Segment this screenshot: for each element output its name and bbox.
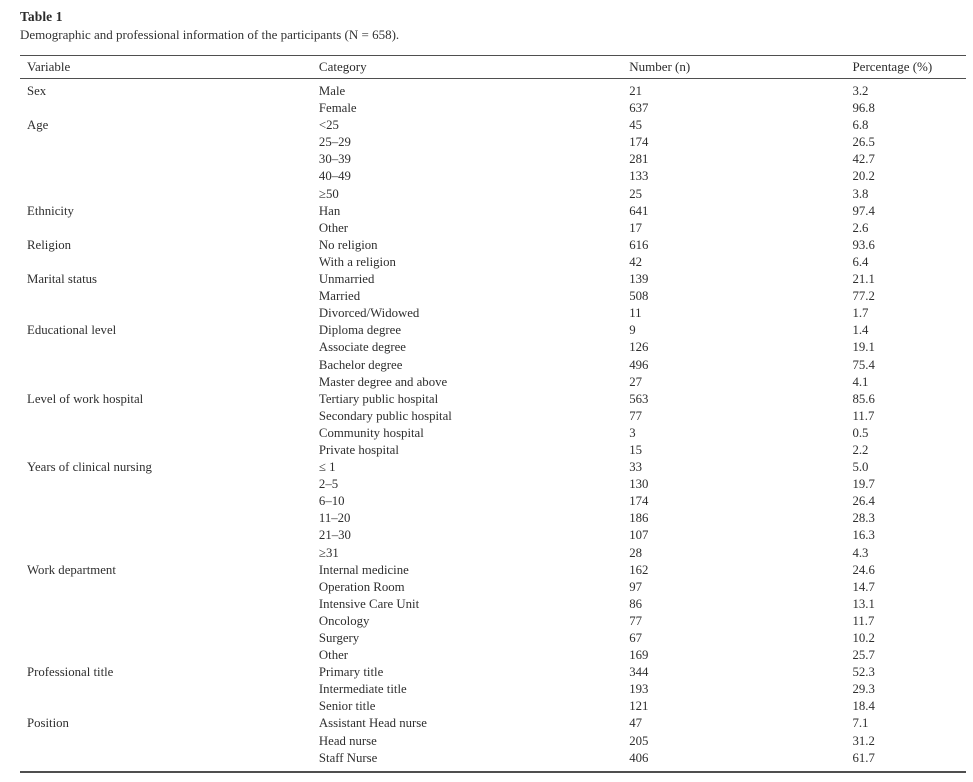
category-cell: 25–29	[318, 135, 351, 150]
number-cell: 205	[629, 733, 649, 748]
variable-cell	[20, 339, 319, 356]
number-cell: 186	[629, 511, 649, 526]
variable-cell	[20, 186, 319, 203]
variable-cell: Sex	[27, 84, 47, 98]
percentage-cell: 14.7	[852, 579, 875, 594]
percentage-cell: 0.5	[852, 425, 869, 440]
number-cell: 3	[629, 425, 636, 440]
category-cell: Married	[318, 289, 361, 304]
category-cell: Private hospital	[318, 442, 399, 457]
percentage-cell: 4.3	[852, 545, 869, 560]
percentage-cell: 97.4	[852, 203, 875, 218]
table-row	[20, 459, 966, 476]
variable-cell: Position	[27, 716, 69, 731]
category-cell: Primary title	[318, 665, 384, 680]
table-row	[20, 681, 966, 698]
number-cell: 25	[629, 186, 642, 201]
variable-cell	[20, 357, 319, 374]
table-row	[20, 510, 966, 527]
category-cell: Bachelor degree	[318, 357, 403, 372]
variable-cell	[20, 220, 319, 237]
variable-cell	[20, 733, 319, 750]
percentage-cell: 20.2	[852, 169, 875, 184]
category-cell: 11–20	[318, 511, 351, 526]
number-cell: 21	[629, 84, 642, 98]
table-caption: Demographic and professional information of the participants (N = 658).	[20, 27, 400, 42]
percentage-cell: 2.6	[852, 220, 869, 235]
table-row	[20, 305, 966, 322]
number-cell: 637	[629, 101, 649, 116]
table-row	[20, 545, 966, 562]
variable-cell	[20, 288, 319, 305]
category-cell: Diploma degree	[318, 323, 402, 338]
percentage-cell: 26.5	[852, 135, 875, 150]
percentage-cell: 1.7	[852, 306, 869, 321]
col-header-category: Category	[319, 56, 629, 79]
percentage-cell: 11.7	[852, 613, 875, 628]
percentage-cell: 85.6	[852, 391, 875, 406]
percentage-cell: 3.2	[852, 84, 869, 98]
variable-cell: Ethnicity	[27, 203, 74, 218]
percentage-cell: 75.4	[852, 357, 875, 372]
category-cell: 6–10	[318, 494, 345, 509]
category-cell: Other	[318, 220, 349, 235]
category-cell: Unmarried	[318, 272, 375, 287]
variable-cell	[20, 305, 319, 322]
table-row	[20, 254, 966, 271]
variable-cell	[20, 408, 319, 425]
number-cell: 344	[629, 665, 649, 680]
percentage-cell: 19.1	[852, 340, 875, 355]
table-row	[20, 579, 966, 596]
percentage-cell: 10.2	[852, 631, 875, 645]
category-cell: Other	[318, 648, 349, 663]
table-row	[20, 613, 966, 630]
number-cell: 77	[629, 408, 642, 423]
table-row	[20, 647, 966, 664]
number-cell: 496	[629, 357, 649, 372]
percentage-cell: 2.2	[852, 442, 869, 457]
category-cell: Female	[318, 101, 357, 116]
category-cell: Master degree and above	[318, 374, 448, 389]
number-cell: 130	[629, 477, 649, 492]
variable-cell	[20, 254, 319, 271]
percentage-cell: 52.3	[852, 665, 875, 680]
percentage-cell: 24.6	[852, 562, 875, 577]
variable-cell	[20, 510, 319, 527]
col-header-number: Number (n)	[629, 56, 852, 79]
number-cell: 67	[629, 631, 642, 645]
category-cell: Surgery	[318, 631, 360, 645]
table-row	[20, 442, 966, 459]
category-cell: Secondary public hospital	[318, 408, 452, 423]
number-cell: 193	[629, 682, 649, 697]
table-body	[20, 79, 966, 772]
category-cell: 21–30	[318, 528, 351, 543]
table-row	[20, 168, 966, 185]
table-row	[20, 493, 966, 510]
category-cell: ≥31	[318, 545, 339, 560]
variable-cell: Marital status	[27, 272, 98, 287]
number-cell: 508	[629, 289, 649, 304]
number-cell: 107	[629, 528, 649, 543]
variable-cell	[20, 750, 319, 772]
demographics-table	[20, 55, 966, 773]
category-cell: With a religion	[318, 254, 396, 269]
number-cell: 121	[629, 699, 649, 714]
variable-cell	[20, 374, 319, 391]
table-row	[20, 374, 966, 391]
table-row	[20, 151, 966, 168]
table-row	[20, 186, 966, 203]
variable-cell	[20, 134, 319, 151]
variable-cell	[20, 630, 319, 647]
number-cell: 97	[629, 579, 642, 594]
number-cell: 616	[629, 237, 649, 252]
table-row	[20, 339, 966, 356]
number-cell: 42	[629, 254, 642, 269]
category-cell: Internal medicine	[318, 562, 409, 577]
category-cell: Intermediate title	[318, 682, 407, 697]
table-row	[20, 408, 966, 425]
number-cell: 77	[629, 613, 642, 628]
percentage-cell: 21.1	[852, 272, 875, 287]
table-row	[20, 527, 966, 544]
variable-cell: Work department	[27, 562, 116, 577]
category-cell: Community hospital	[318, 425, 424, 440]
number-cell: 11	[629, 306, 642, 321]
variable-cell	[20, 100, 319, 117]
category-cell: ≥50	[318, 186, 339, 201]
category-cell: 2–5	[318, 477, 339, 492]
table-row	[20, 288, 966, 305]
percentage-cell: 19.7	[852, 477, 875, 492]
variable-cell	[20, 596, 319, 613]
category-cell: 40–49	[318, 169, 351, 184]
number-cell: 139	[629, 272, 649, 287]
percentage-cell: 4.1	[852, 374, 869, 389]
table-row	[20, 391, 966, 408]
percentage-cell: 5.0	[852, 460, 869, 475]
variable-cell	[20, 168, 319, 185]
col-header-variable: Variable	[20, 56, 319, 79]
number-cell: 28	[629, 545, 642, 560]
number-cell: 174	[629, 135, 649, 150]
number-cell: 641	[629, 203, 649, 218]
variable-cell	[20, 425, 319, 442]
table-row	[20, 357, 966, 374]
category-cell: Han	[318, 203, 341, 218]
number-cell: 27	[629, 374, 642, 389]
variable-cell	[20, 698, 319, 715]
percentage-cell: 77.2	[852, 289, 875, 304]
category-cell: ≤ 1	[318, 460, 336, 475]
table-row	[20, 476, 966, 493]
number-cell: 563	[629, 391, 649, 406]
variable-cell: Religion	[27, 237, 72, 252]
percentage-cell: 3.8	[852, 186, 869, 201]
variable-cell: Educational level	[27, 323, 117, 338]
number-cell: 86	[629, 596, 642, 611]
number-cell: 45	[629, 118, 642, 133]
header-row	[20, 56, 966, 79]
variable-cell	[20, 647, 319, 664]
category-cell: Senior title	[318, 699, 376, 714]
table-row	[20, 271, 966, 288]
variable-cell	[20, 442, 319, 459]
variable-cell: Age	[27, 118, 49, 133]
category-cell: No religion	[318, 237, 378, 252]
percentage-cell: 6.4	[852, 254, 869, 269]
category-cell: Staff Nurse	[318, 750, 378, 765]
percentage-cell: 11.7	[852, 408, 875, 423]
percentage-cell: 6.8	[852, 118, 869, 133]
variable-cell	[20, 579, 319, 596]
number-cell: 133	[629, 169, 649, 184]
percentage-cell: 42.7	[852, 152, 875, 167]
table-row	[20, 596, 966, 613]
category-cell: Male	[318, 84, 346, 98]
table-row	[20, 562, 966, 579]
category-cell: 30–39	[318, 152, 351, 167]
percentage-cell: 96.8	[852, 101, 875, 116]
table-row	[20, 750, 966, 772]
table-row	[20, 203, 966, 220]
number-cell: 47	[629, 716, 642, 731]
number-cell: 169	[629, 648, 649, 663]
variable-cell	[20, 476, 319, 493]
number-cell: 174	[629, 494, 649, 509]
percentage-cell: 28.3	[852, 511, 875, 526]
category-cell: Assistant Head nurse	[318, 716, 427, 731]
table-row	[20, 100, 966, 117]
category-cell: Associate degree	[318, 340, 406, 355]
table-row	[20, 664, 966, 681]
percentage-cell: 25.7	[852, 648, 875, 663]
table-row	[20, 220, 966, 237]
variable-cell	[20, 545, 319, 562]
percentage-cell: 26.4	[852, 494, 875, 509]
percentage-cell: 18.4	[852, 699, 875, 714]
number-cell: 281	[629, 152, 649, 167]
variable-cell: Professional title	[27, 665, 114, 680]
table-row	[20, 698, 966, 715]
variable-cell	[20, 527, 319, 544]
table-row	[20, 237, 966, 254]
category-cell: Divorced/Widowed	[318, 306, 420, 321]
number-cell: 33	[629, 460, 642, 475]
table-row	[20, 79, 966, 101]
number-cell: 17	[629, 220, 642, 235]
percentage-cell: 16.3	[852, 528, 875, 543]
percentage-cell: 29.3	[852, 682, 875, 697]
category-cell: Tertiary public hospital	[318, 391, 439, 406]
table-row	[20, 134, 966, 151]
table-row	[20, 425, 966, 442]
category-cell: Operation Room	[318, 579, 405, 594]
number-cell: 126	[629, 340, 649, 355]
percentage-cell: 1.4	[852, 323, 869, 338]
variable-cell	[20, 493, 319, 510]
table-row	[20, 630, 966, 647]
percentage-cell: 31.2	[852, 733, 875, 748]
table-row	[20, 733, 966, 750]
category-cell: Oncology	[318, 613, 370, 628]
table-row	[20, 117, 966, 134]
number-cell: 162	[629, 562, 649, 577]
percentage-cell: 13.1	[852, 596, 875, 611]
percentage-cell: 61.7	[852, 750, 875, 765]
table-header	[20, 56, 966, 79]
number-cell: 406	[629, 750, 649, 765]
variable-cell	[20, 681, 319, 698]
percentage-cell: 7.1	[852, 716, 869, 731]
variable-cell: Years of clinical nursing	[27, 460, 152, 475]
table-title: Table 1	[20, 9, 63, 24]
variable-cell: Level of work hospital	[27, 391, 144, 406]
percentage-cell: 93.6	[852, 237, 875, 252]
number-cell: 15	[629, 442, 642, 457]
variable-cell	[20, 151, 319, 168]
category-cell: Head nurse	[318, 733, 377, 748]
table-row	[20, 322, 966, 339]
col-header-percentage: Percentage (%)	[852, 56, 966, 79]
category-cell: Intensive Care Unit	[318, 596, 420, 611]
number-cell: 9	[629, 323, 636, 338]
category-cell: <25	[318, 118, 339, 133]
table-row	[20, 715, 966, 732]
variable-cell	[20, 613, 319, 630]
